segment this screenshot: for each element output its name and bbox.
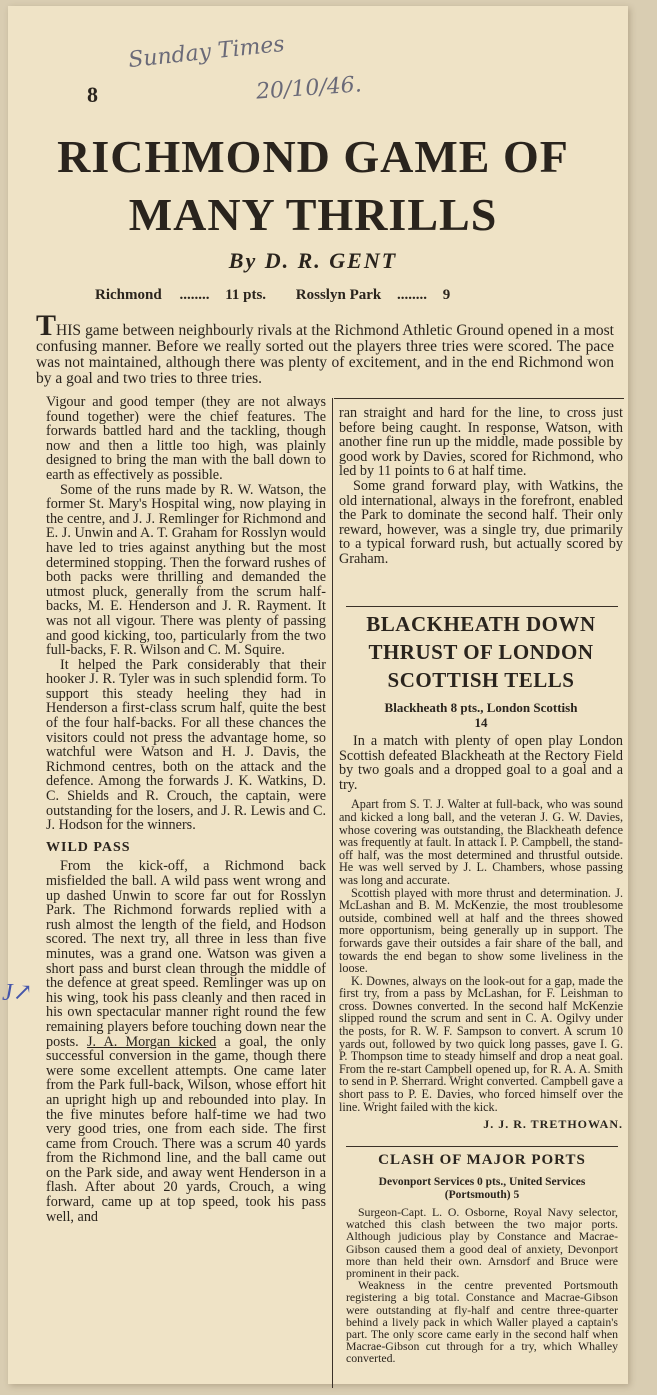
team1-dots: ........ [179, 287, 210, 303]
devonport-headline: CLASH OF MAJOR PORTS [378, 1152, 586, 1168]
right-paragraph-2: Some grand forward play, with Watkins, the old international, always in the forefront, enabled the Park to dominate the second half. Their only reward, however, was a single try, due primarily to a typical forward rush, but actually scored by Graham. [339, 477, 623, 567]
devonport-rule [346, 1146, 618, 1147]
lead-text: HIS game between neighbourly rivals at the Richmond Athletic Ground opened in a most confusing manner. Before we really sorted out the players three tries were scored. The pace was not maintained, although there was plenty of excitement, and in the end Richmond won by a goal and two tries to three tries. [36, 322, 614, 387]
blackheath-paragraph-1: In a match with plenty of open play London Scottish defeated Blackheath at the Rectory Field by two goals and a dropped goal to a goal and a try. [339, 733, 623, 793]
right-column-continued [339, 406, 623, 567]
page-number: 8 [87, 82, 98, 107]
left-paragraph-1: Vigour and good temper (they are not always found together) were the chief features. The forwards battled hard and the tackling, though now and then a little too high, was plainly designed to bring the man with the ball down to earth as effectively as possible. [46, 394, 326, 483]
devonport-paragraph-2: Weakness in the centre prevented Portsmouth registering a big total. Constance and Macrae-Gibson were outstanding at fly-half and centre three-quarter behind a lively pack in which Waller played a captain's part. The only score came early in the second half when Macrae-Gibson cut through for a try, which Whalley converted. [346, 1278, 618, 1366]
lead-paragraph [36, 309, 614, 387]
underlined-phrase: J. A. Morgan kicked [86, 1033, 217, 1050]
team2-name: Rosslyn Park [295, 287, 382, 303]
team1-points: 11 pts. [225, 287, 267, 303]
handwritten-date: 20/10/46. [255, 72, 363, 105]
blackheath-signature: J. J. R. TRETHOWAN. [483, 1117, 623, 1132]
column-divider [332, 398, 333, 1388]
left-paragraph-3: It helped the Park considerably that their hooker J. R. Tyler was in such splendid form. To support this steady heeling they had in Henderson a first-class scrum half, quite the best of the four half-backs. For all these chances the visitors could not press the advantage home, so watchful were Watson and H. J. Davis, the Richmond centres, both on the attack and the defence. Among the forwards J. K. Watkins, D. C. Shields and R. Crouch, the captain, were outstanding for the losers, and J. R. Lewis and C. J. Hodson for the winners. [46, 656, 326, 834]
left-paragraph-4 [46, 859, 326, 1224]
blackheath-score: Blackheath 8 pts., London Scottish 14 [384, 700, 578, 730]
blackheath-headline-1: BLACKHEATH DOWN [366, 612, 596, 636]
right-paragraph-1: ran straight and hard for the line, to cross just before being caught. In response, Watson, with another fine run up the middle, made possible by good work by Davies, scored for Richmond, who led by 11 points to 6 at half time. [339, 405, 623, 480]
blackheath-rule [346, 606, 618, 607]
left-paragraph-4b: a goal, the only successful conversion in the game, though there were some excellent attempts. One came later from the Park full-back, Wilson, whose effort hit an upright high up and rebounded into play. In the five minutes before half-time we had two very good tries, one from each side. The first came from Crouch. There was a scrum 40 yards from the Richmond line, and the ball came out on the Park side, and away went Henderson in a flash. After about 20 yards, Crouch, a wing forward, came up at top speed, took his pass well, and [46, 1033, 327, 1225]
headline-line-2: MANY THRILLS [128, 189, 498, 240]
handwritten-paper-name: Sunday Times [127, 31, 286, 74]
devonport-score: Devonport Services 0 pts., United Services (Portsmouth) 5 [378, 1176, 586, 1201]
left-paragraph-2: Some of the runs made by R. W. Watson, the former St. Mary's Hospital wing, now playing in the centre, and J. J. Remlinger for Richmond and E. J. Unwin and A. T. Graham for Rosslyn would have led to tries against anything but the most determined stopping. Then the forward rushes of both packs were thrilling and demanded the utmost pluck, generally from the scrum half-backs, M. E. Henderson and J. R. Rayment. It was not all vigour. There was plenty of passing and good kicking, too, particularly from the two full-backs, F. R. Wilson and C. M. Squire. [46, 481, 326, 659]
headline-line-1: RICHMOND GAME OF [57, 131, 569, 182]
left-paragraph-4a: From the kick-off, a Richmond back misfielded the ball. A wild pass went wrong and up dashed Unwin to score far out for Rosslyn Park. The Richmond forwards replied with a rush almost the length of the field, and Hodson scored. The next try, all three in less than five minutes, was a grand one. Watson was given a short pass and burst clean through the middle of the defence at great speed. Remlinger was up on his wing, took his pass cleanly and then raced in his own spectacular manner right round the few remaining players before touching down near the posts. [46, 858, 326, 1050]
blackheath-headline-2: THRUST OF LONDON [368, 640, 594, 664]
byline: By D. R. GENT [228, 248, 398, 273]
blackheath-article [339, 610, 623, 1132]
blackheath-paragraph-2: Apart from S. T. J. Walter at full-back, who was sound and kicked a long ball, and the veteran J. G. W. Davies, whose covering was outstanding, the Blackheath defence was frequently at fault. In attack I. P. Campbell, the stand-off half, was the most determined and thrustful outside. He was well served by J. L. Chambers, whose passing was long and accurate. [339, 797, 623, 887]
team2-points: 9 [442, 287, 451, 303]
margin-pen-mark: J↗ [2, 980, 33, 1006]
top-column-rule [334, 398, 624, 399]
devonport-article [346, 1150, 618, 1365]
blackheath-paragraph-4: K. Downes, always on the look-out for a gap, made the first try, from a pass by McLashan, for F. Leishman to cross. Downes converted. In the second half McKenzie slipped round the scrum and sent in C. A. Ogilvy under the posts, for R. W. F. Sampson to convert. A scrum 10 yards out, followed by two quick long passes, gave I. G. P. Thompson time to steady himself and drop a neat goal. From the re-start Campbell opened up, for R. A. A. Smith to send in P. Sherrard. Wright converted. Campbell gave a short pass to P. E. Davies, who forced himself over the line. Wright failed with the kick. [339, 973, 623, 1114]
left-column [46, 395, 326, 1224]
headline [28, 128, 598, 244]
team2-dots: ........ [396, 287, 427, 303]
devonport-paragraph-1: Surgeon-Capt. L. O. Osborne, Royal Navy selector, watched this clash between the two major ports. Although judicious play by Constance and Macrae-Gibson caused them a good deal of anxiety, Devonport more than held their own. Arnsdorf and Bruce were prominent in their pack. [346, 1205, 618, 1281]
drop-cap: T [36, 309, 57, 342]
blackheath-paragraph-3: Scottish played with more thrust and determination. J. McLashan and B. M. McKenzie, the most troublesome outside, combined well at half and the threes showed more opportunism, being generally up in support. The forwards gave their outsides a fair share of the ball, and towards the end began to show some liveliness in the loose. [339, 885, 623, 976]
blackheath-headline-3: SCOTTISH TELLS [387, 668, 575, 692]
wild-pass-subhead: WILD PASS [46, 839, 131, 855]
score-line [95, 287, 575, 304]
team1-name: Richmond [95, 287, 162, 303]
